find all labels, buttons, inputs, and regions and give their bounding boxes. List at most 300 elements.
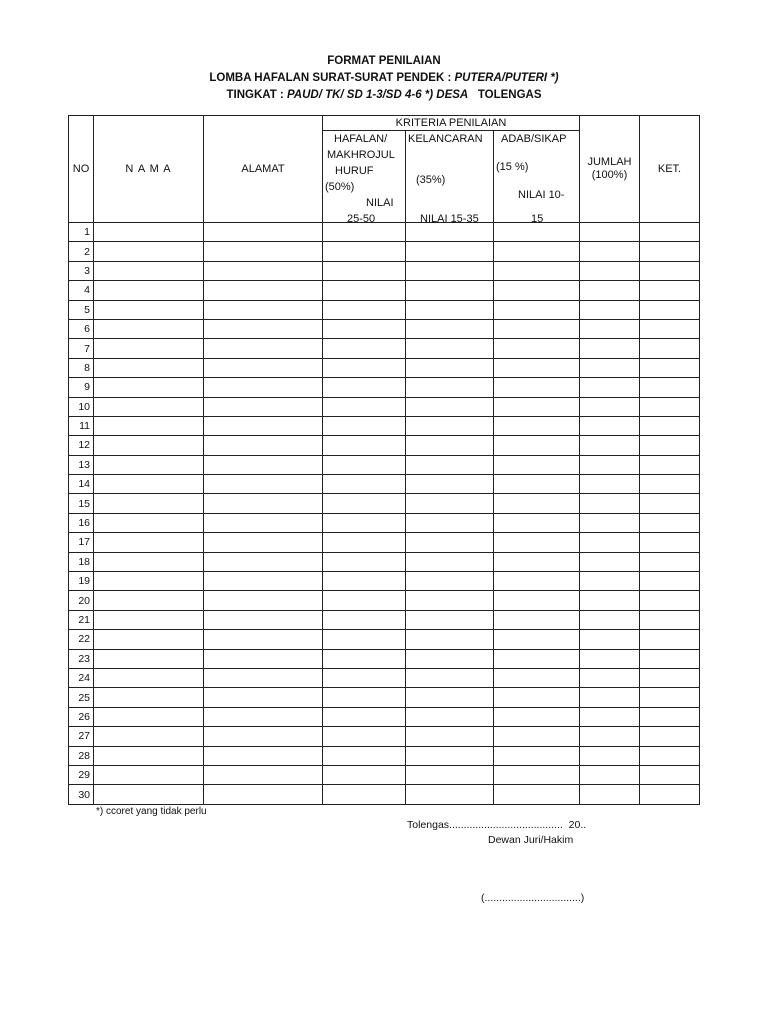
cell-ket[interactable] bbox=[640, 727, 700, 746]
cell-ket[interactable] bbox=[640, 319, 700, 338]
cell-hafalan[interactable] bbox=[323, 358, 406, 377]
cell-no: 27 bbox=[69, 727, 94, 746]
cell-nama[interactable] bbox=[94, 513, 204, 532]
cell-jumlah[interactable] bbox=[580, 727, 640, 746]
cell-no: 29 bbox=[69, 765, 94, 784]
cell-ket[interactable] bbox=[640, 223, 700, 242]
cell-kelancaran[interactable] bbox=[406, 261, 494, 280]
cell-ket[interactable] bbox=[640, 455, 700, 474]
cell-hafalan[interactable] bbox=[323, 300, 406, 319]
cell-nama[interactable] bbox=[94, 223, 204, 242]
cell-hafalan[interactable] bbox=[323, 494, 406, 513]
cell-jumlah[interactable] bbox=[580, 416, 640, 435]
cell-nama[interactable] bbox=[94, 785, 204, 804]
cell-ket[interactable] bbox=[640, 649, 700, 668]
cell-nama[interactable] bbox=[94, 610, 204, 629]
cell-kelancaran[interactable] bbox=[406, 300, 494, 319]
cell-nama[interactable] bbox=[94, 533, 204, 552]
hafalan-line-3: HURUF bbox=[335, 165, 374, 177]
hafalan-line-1: HAFALAN/ bbox=[334, 133, 388, 145]
cell-no: 22 bbox=[69, 630, 94, 649]
cell-jumlah[interactable] bbox=[580, 436, 640, 455]
cell-kelancaran[interactable] bbox=[406, 591, 494, 610]
cell-no: 21 bbox=[69, 610, 94, 629]
cell-adab[interactable] bbox=[494, 649, 580, 668]
cell-nama[interactable] bbox=[94, 416, 204, 435]
cell-jumlah[interactable] bbox=[580, 630, 640, 649]
cell-jumlah[interactable] bbox=[580, 455, 640, 474]
cell-adab[interactable] bbox=[494, 242, 580, 261]
cell-alamat[interactable] bbox=[204, 610, 323, 629]
table-row bbox=[69, 281, 700, 300]
cell-kelancaran[interactable] bbox=[406, 436, 494, 455]
cell-alamat[interactable] bbox=[204, 494, 323, 513]
cell-hafalan[interactable] bbox=[323, 533, 406, 552]
cell-kelancaran[interactable] bbox=[406, 572, 494, 591]
cell-kelancaran[interactable] bbox=[406, 707, 494, 726]
cell-jumlah[interactable] bbox=[580, 281, 640, 300]
table-row bbox=[69, 416, 700, 435]
cell-no: 4 bbox=[69, 281, 94, 300]
cell-jumlah[interactable] bbox=[580, 358, 640, 377]
cell-no: 10 bbox=[69, 397, 94, 416]
cell-kelancaran[interactable] bbox=[406, 513, 494, 532]
table-row bbox=[69, 572, 700, 591]
cell-kelancaran[interactable] bbox=[406, 610, 494, 629]
table-row bbox=[69, 261, 700, 280]
cell-nama[interactable] bbox=[94, 668, 204, 687]
header-ket: KET. bbox=[640, 116, 700, 223]
cell-ket[interactable] bbox=[640, 785, 700, 804]
cell-alamat[interactable] bbox=[204, 416, 323, 435]
cell-no: 30 bbox=[69, 785, 94, 804]
kelancaran-line-3: NILAI 15-35 bbox=[420, 213, 479, 225]
cell-hafalan[interactable] bbox=[323, 610, 406, 629]
cell-no: 11 bbox=[69, 416, 94, 435]
cell-nama[interactable] bbox=[94, 727, 204, 746]
kelancaran-line-2: (35%) bbox=[416, 174, 446, 186]
cell-ket[interactable] bbox=[640, 378, 700, 397]
cell-adab[interactable] bbox=[494, 378, 580, 397]
cell-jumlah[interactable] bbox=[580, 746, 640, 765]
document-header bbox=[0, 53, 768, 104]
table-row bbox=[69, 785, 700, 804]
cell-hafalan[interactable] bbox=[323, 785, 406, 804]
cell-adab[interactable] bbox=[494, 533, 580, 552]
cell-kelancaran[interactable] bbox=[406, 281, 494, 300]
cell-alamat[interactable] bbox=[204, 649, 323, 668]
cell-ket[interactable] bbox=[640, 707, 700, 726]
table-row bbox=[69, 746, 700, 765]
table-row bbox=[69, 591, 700, 610]
table-row bbox=[69, 533, 700, 552]
cell-adab[interactable] bbox=[494, 300, 580, 319]
adab-line-2: (15 %) bbox=[496, 161, 529, 173]
cell-jumlah[interactable] bbox=[580, 572, 640, 591]
cell-alamat[interactable] bbox=[204, 223, 323, 242]
cell-no: 12 bbox=[69, 436, 94, 455]
cell-no: 19 bbox=[69, 572, 94, 591]
adab-line-3: NILAI 10- bbox=[518, 189, 565, 201]
table-row bbox=[69, 668, 700, 687]
cell-kelancaran[interactable] bbox=[406, 455, 494, 474]
cell-alamat[interactable] bbox=[204, 591, 323, 610]
cell-jumlah[interactable] bbox=[580, 785, 640, 804]
cell-jumlah[interactable] bbox=[580, 533, 640, 552]
cell-nama[interactable] bbox=[94, 339, 204, 358]
cell-nama[interactable] bbox=[94, 455, 204, 474]
cell-adab[interactable] bbox=[494, 455, 580, 474]
table-row bbox=[69, 378, 700, 397]
cell-ket[interactable] bbox=[640, 688, 700, 707]
table-row bbox=[69, 707, 700, 726]
cell-ket[interactable] bbox=[640, 436, 700, 455]
cell-hafalan[interactable] bbox=[323, 707, 406, 726]
hafalan-line-5: NILAI bbox=[366, 197, 394, 209]
cell-nama[interactable] bbox=[94, 378, 204, 397]
cell-nama[interactable] bbox=[94, 765, 204, 784]
cell-jumlah[interactable] bbox=[580, 242, 640, 261]
table-row bbox=[69, 436, 700, 455]
cell-adab[interactable] bbox=[494, 261, 580, 280]
cell-jumlah[interactable] bbox=[580, 223, 640, 242]
cell-ket[interactable] bbox=[640, 475, 700, 494]
cell-kelancaran[interactable] bbox=[406, 552, 494, 571]
table-row bbox=[69, 513, 700, 532]
cell-nama[interactable] bbox=[94, 688, 204, 707]
cell-no: 8 bbox=[69, 358, 94, 377]
cell-no: 15 bbox=[69, 494, 94, 513]
cell-hafalan[interactable] bbox=[323, 552, 406, 571]
criteria-adab bbox=[494, 131, 580, 223]
cell-ket[interactable] bbox=[640, 281, 700, 300]
cell-alamat[interactable] bbox=[204, 707, 323, 726]
cell-kelancaran[interactable] bbox=[406, 785, 494, 804]
cell-kelancaran[interactable] bbox=[406, 319, 494, 338]
cell-no: 6 bbox=[69, 319, 94, 338]
cell-no: 9 bbox=[69, 378, 94, 397]
cell-ket[interactable] bbox=[640, 668, 700, 687]
cell-kelancaran[interactable] bbox=[406, 688, 494, 707]
cell-jumlah[interactable] bbox=[580, 300, 640, 319]
cell-ket[interactable] bbox=[640, 765, 700, 784]
cell-adab[interactable] bbox=[494, 281, 580, 300]
cell-jumlah[interactable] bbox=[580, 378, 640, 397]
cell-ket[interactable] bbox=[640, 339, 700, 358]
cell-hafalan[interactable] bbox=[323, 242, 406, 261]
cell-alamat[interactable] bbox=[204, 281, 323, 300]
adab-line-4: 15 bbox=[531, 213, 544, 225]
cell-adab[interactable] bbox=[494, 746, 580, 765]
cell-adab[interactable] bbox=[494, 630, 580, 649]
cell-nama[interactable] bbox=[94, 572, 204, 591]
cell-adab[interactable] bbox=[494, 436, 580, 455]
cell-ket[interactable] bbox=[640, 572, 700, 591]
hafalan-line-2: MAKHROJUL bbox=[327, 149, 395, 161]
cell-kelancaran[interactable] bbox=[406, 494, 494, 513]
cell-alamat[interactable] bbox=[204, 378, 323, 397]
cell-alamat[interactable] bbox=[204, 397, 323, 416]
cell-ket[interactable] bbox=[640, 300, 700, 319]
cell-ket[interactable] bbox=[640, 513, 700, 532]
cell-nama[interactable] bbox=[94, 397, 204, 416]
cell-alamat[interactable] bbox=[204, 727, 323, 746]
cell-adab[interactable] bbox=[494, 223, 580, 242]
table-row bbox=[69, 610, 700, 629]
cell-ket[interactable] bbox=[640, 630, 700, 649]
header-alamat: ALAMAT bbox=[204, 116, 323, 223]
footnote: *) ccoret yang tidak perlu bbox=[96, 806, 207, 817]
adab-line-1: ADAB/SIKAP bbox=[501, 133, 567, 145]
criteria-hafalan bbox=[323, 131, 406, 223]
cell-nama[interactable] bbox=[94, 552, 204, 571]
header-row-1 bbox=[69, 116, 700, 131]
cell-jumlah[interactable] bbox=[580, 591, 640, 610]
cell-nama[interactable] bbox=[94, 746, 204, 765]
cell-ket[interactable] bbox=[640, 552, 700, 571]
cell-alamat[interactable] bbox=[204, 668, 323, 687]
cell-alamat[interactable] bbox=[204, 358, 323, 377]
cell-hafalan[interactable] bbox=[323, 475, 406, 494]
cell-ket[interactable] bbox=[640, 610, 700, 629]
cell-kelancaran[interactable] bbox=[406, 668, 494, 687]
title-line-2-option: PUTERA/PUTERI *) bbox=[454, 72, 559, 84]
table-body bbox=[69, 223, 700, 805]
cell-jumlah[interactable] bbox=[580, 319, 640, 338]
cell-ket[interactable] bbox=[640, 416, 700, 435]
table-row bbox=[69, 397, 700, 416]
table-row bbox=[69, 339, 700, 358]
cell-kelancaran[interactable] bbox=[406, 339, 494, 358]
jury-label: Dewan Juri/Hakim bbox=[488, 834, 574, 846]
title-line-3-levels: PAUD/ TK/ SD 1-3/SD 4-6 *) DESA bbox=[286, 89, 469, 101]
cell-kelancaran[interactable] bbox=[406, 242, 494, 261]
cell-hafalan[interactable] bbox=[323, 339, 406, 358]
place-date-line: Tolengas....................................... 20.. bbox=[407, 819, 587, 831]
cell-adab[interactable] bbox=[494, 610, 580, 629]
cell-jumlah[interactable] bbox=[580, 475, 640, 494]
cell-alamat[interactable] bbox=[204, 630, 323, 649]
cell-jumlah[interactable] bbox=[580, 688, 640, 707]
cell-ket[interactable] bbox=[640, 261, 700, 280]
cell-no: 3 bbox=[69, 261, 94, 280]
cell-nama[interactable] bbox=[94, 436, 204, 455]
cell-jumlah[interactable] bbox=[580, 668, 640, 687]
header-nama: N A M A bbox=[94, 116, 204, 223]
cell-nama[interactable] bbox=[94, 358, 204, 377]
cell-jumlah[interactable] bbox=[580, 707, 640, 726]
cell-hafalan[interactable] bbox=[323, 727, 406, 746]
cell-adab[interactable] bbox=[494, 339, 580, 358]
cell-adab[interactable] bbox=[494, 727, 580, 746]
cell-hafalan[interactable] bbox=[323, 630, 406, 649]
cell-no: 16 bbox=[69, 513, 94, 532]
cell-hafalan[interactable] bbox=[323, 223, 406, 242]
cell-alamat[interactable] bbox=[204, 436, 323, 455]
cell-kelancaran[interactable] bbox=[406, 727, 494, 746]
cell-no: 2 bbox=[69, 242, 94, 261]
cell-adab[interactable] bbox=[494, 552, 580, 571]
cell-hafalan[interactable] bbox=[323, 378, 406, 397]
cell-kelancaran[interactable] bbox=[406, 358, 494, 377]
cell-nama[interactable] bbox=[94, 242, 204, 261]
cell-ket[interactable] bbox=[640, 494, 700, 513]
cell-hafalan[interactable] bbox=[323, 416, 406, 435]
table-row bbox=[69, 494, 700, 513]
cell-kelancaran[interactable] bbox=[406, 397, 494, 416]
cell-adab[interactable] bbox=[494, 397, 580, 416]
cell-alamat[interactable] bbox=[204, 339, 323, 358]
cell-no: 28 bbox=[69, 746, 94, 765]
cell-adab[interactable] bbox=[494, 494, 580, 513]
cell-adab[interactable] bbox=[494, 513, 580, 532]
table-row bbox=[69, 358, 700, 377]
cell-nama[interactable] bbox=[94, 261, 204, 280]
cell-no: 25 bbox=[69, 688, 94, 707]
cell-kelancaran[interactable] bbox=[406, 416, 494, 435]
cell-no: 7 bbox=[69, 339, 94, 358]
cell-alamat[interactable] bbox=[204, 319, 323, 338]
header-no: NO bbox=[69, 116, 94, 223]
cell-kelancaran[interactable] bbox=[406, 765, 494, 784]
table-row bbox=[69, 223, 700, 242]
cell-ket[interactable] bbox=[640, 397, 700, 416]
cell-hafalan[interactable] bbox=[323, 572, 406, 591]
cell-alamat[interactable] bbox=[204, 455, 323, 474]
title-line-1: FORMAT PENILAIAN bbox=[327, 55, 441, 67]
cell-hafalan[interactable] bbox=[323, 261, 406, 280]
cell-adab[interactable] bbox=[494, 591, 580, 610]
cell-no: 14 bbox=[69, 475, 94, 494]
criteria-kelancaran bbox=[406, 131, 494, 223]
cell-nama[interactable] bbox=[94, 300, 204, 319]
table-row bbox=[69, 300, 700, 319]
cell-hafalan[interactable] bbox=[323, 649, 406, 668]
cell-no: 20 bbox=[69, 591, 94, 610]
cell-alamat[interactable] bbox=[204, 746, 323, 765]
cell-jumlah[interactable] bbox=[580, 649, 640, 668]
cell-no: 5 bbox=[69, 300, 94, 319]
cell-ket[interactable] bbox=[640, 242, 700, 261]
cell-kelancaran[interactable] bbox=[406, 223, 494, 242]
cell-adab[interactable] bbox=[494, 319, 580, 338]
assessment-table bbox=[68, 115, 700, 805]
cell-no: 24 bbox=[69, 668, 94, 687]
cell-adab[interactable] bbox=[494, 416, 580, 435]
cell-adab[interactable] bbox=[494, 668, 580, 687]
table-row bbox=[69, 455, 700, 474]
cell-hafalan[interactable] bbox=[323, 436, 406, 455]
cell-ket[interactable] bbox=[640, 746, 700, 765]
cell-alamat[interactable] bbox=[204, 688, 323, 707]
cell-jumlah[interactable] bbox=[580, 513, 640, 532]
cell-kelancaran[interactable] bbox=[406, 746, 494, 765]
cell-nama[interactable] bbox=[94, 630, 204, 649]
cell-alamat[interactable] bbox=[204, 513, 323, 532]
title-line-3-village: TOLENGAS bbox=[468, 89, 542, 101]
cell-hafalan[interactable] bbox=[323, 668, 406, 687]
table-row bbox=[69, 765, 700, 784]
cell-hafalan[interactable] bbox=[323, 746, 406, 765]
kelancaran-line-1: KELANCARAN bbox=[408, 133, 483, 145]
header-jumlah-percent: (100%) bbox=[591, 169, 628, 181]
cell-hafalan[interactable] bbox=[323, 591, 406, 610]
cell-jumlah[interactable] bbox=[580, 765, 640, 784]
cell-alamat[interactable] bbox=[204, 765, 323, 784]
table-row bbox=[69, 727, 700, 746]
cell-adab[interactable] bbox=[494, 707, 580, 726]
cell-alamat[interactable] bbox=[204, 242, 323, 261]
cell-no: 17 bbox=[69, 533, 94, 552]
cell-adab[interactable] bbox=[494, 688, 580, 707]
table-row bbox=[69, 475, 700, 494]
cell-nama[interactable] bbox=[94, 281, 204, 300]
cell-hafalan[interactable] bbox=[323, 688, 406, 707]
cell-no: 26 bbox=[69, 707, 94, 726]
cell-ket[interactable] bbox=[640, 591, 700, 610]
cell-hafalan[interactable] bbox=[323, 281, 406, 300]
cell-no: 13 bbox=[69, 455, 94, 474]
cell-hafalan[interactable] bbox=[323, 765, 406, 784]
cell-adab[interactable] bbox=[494, 572, 580, 591]
cell-adab[interactable] bbox=[494, 785, 580, 804]
cell-alamat[interactable] bbox=[204, 533, 323, 552]
cell-jumlah[interactable] bbox=[580, 397, 640, 416]
cell-ket[interactable] bbox=[640, 358, 700, 377]
hafalan-line-6: 25-50 bbox=[347, 213, 376, 225]
cell-jumlah[interactable] bbox=[580, 610, 640, 629]
table-row bbox=[69, 242, 700, 261]
cell-jumlah[interactable] bbox=[580, 552, 640, 571]
cell-kelancaran[interactable] bbox=[406, 630, 494, 649]
cell-nama[interactable] bbox=[94, 494, 204, 513]
cell-jumlah[interactable] bbox=[580, 261, 640, 280]
cell-nama[interactable] bbox=[94, 707, 204, 726]
cell-hafalan[interactable] bbox=[323, 319, 406, 338]
title-line-2 bbox=[0, 70, 768, 87]
title-line-3 bbox=[0, 87, 768, 104]
signature-line: (.................................) bbox=[481, 892, 585, 904]
cell-kelancaran[interactable] bbox=[406, 378, 494, 397]
cell-kelancaran[interactable] bbox=[406, 475, 494, 494]
table-row bbox=[69, 688, 700, 707]
cell-nama[interactable] bbox=[94, 475, 204, 494]
cell-jumlah[interactable] bbox=[580, 494, 640, 513]
cell-alamat[interactable] bbox=[204, 785, 323, 804]
cell-adab[interactable] bbox=[494, 765, 580, 784]
cell-hafalan[interactable] bbox=[323, 513, 406, 532]
cell-nama[interactable] bbox=[94, 591, 204, 610]
cell-alamat[interactable] bbox=[204, 261, 323, 280]
header-jumlah-label: JUMLAH bbox=[587, 156, 632, 168]
cell-alamat[interactable] bbox=[204, 572, 323, 591]
cell-nama[interactable] bbox=[94, 319, 204, 338]
cell-nama[interactable] bbox=[94, 649, 204, 668]
cell-alamat[interactable] bbox=[204, 300, 323, 319]
cell-kelancaran[interactable] bbox=[406, 533, 494, 552]
cell-adab[interactable] bbox=[494, 358, 580, 377]
cell-hafalan[interactable] bbox=[323, 455, 406, 474]
cell-adab[interactable] bbox=[494, 475, 580, 494]
cell-jumlah[interactable] bbox=[580, 339, 640, 358]
cell-no: 18 bbox=[69, 552, 94, 571]
cell-hafalan[interactable] bbox=[323, 397, 406, 416]
cell-alamat[interactable] bbox=[204, 475, 323, 494]
cell-alamat[interactable] bbox=[204, 552, 323, 571]
title-line-3-label: TINGKAT : bbox=[226, 89, 287, 101]
cell-kelancaran[interactable] bbox=[406, 649, 494, 668]
cell-ket[interactable] bbox=[640, 533, 700, 552]
